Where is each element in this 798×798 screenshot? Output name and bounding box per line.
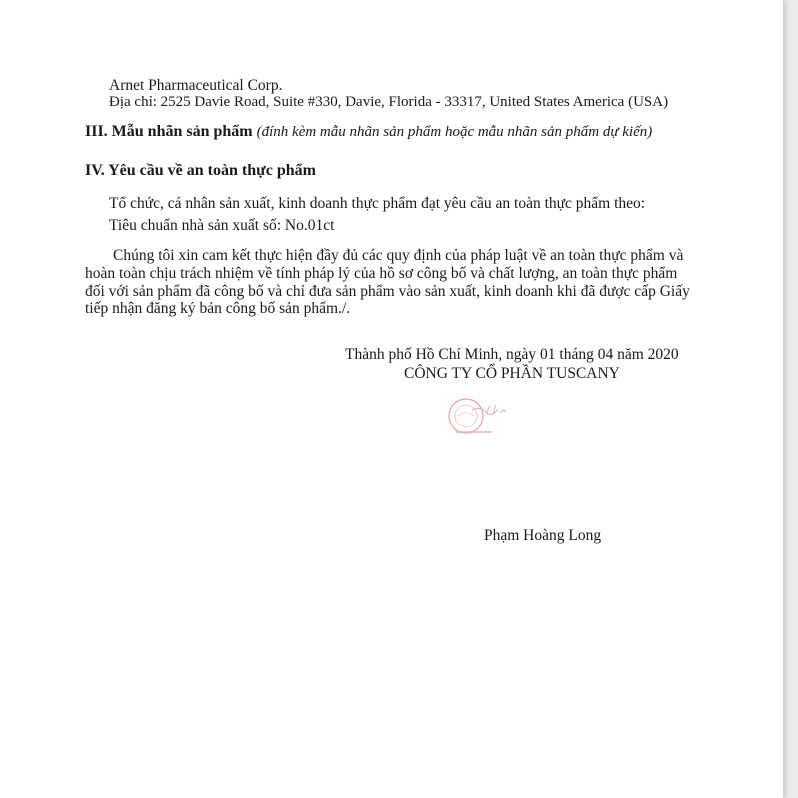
company-name: Arnet Pharmaceutical Corp. [109,77,283,94]
signer-name: Phạm Hoàng Long [484,527,602,544]
section-4-line-2: Tiêu chuẩn nhà sản xuất số: No.01ct [109,217,335,234]
commitment-line-3: đối với sản phẩm đã công bố và chỉ đưa sản phẩm vào sản xuất, kinh doanh khi đã được cấp Giấy [85,283,690,300]
section-4-line-1: Tổ chức, cá nhân sản xuất, kinh doanh thực phẩm đạt yêu cầu an toàn thực phẩm theo: [109,195,646,212]
signature-place-date: Thành phố Hồ Chí Minh, ngày 01 tháng 04 năm 2020 [345,346,679,363]
commitment-line-1: Chúng tôi xin cam kết thực hiện đầy đủ các quy định của pháp luật về an toàn thực phẩm và [113,247,684,264]
commitment-line-2: hoàn toàn chịu trách nhiệm về tính pháp lý của hồ sơ công bố và chất lượng, an toàn thực phẩm [85,265,678,282]
section-4-heading: IV. Yêu cầu về an toàn thực phẩm [85,162,316,179]
signature-company: CÔNG TY CỔ PHẦN TUSCANY [404,365,620,382]
company-address: Địa chỉ: 2525 Davie Road, Suite #330, Davie, Florida - 33317, United States America (USA) [109,94,669,110]
section-3-note: (đính kèm mẫu nhãn sản phẩm hoặc mẫu nhãn sản phẩm dự kiến) [256,124,653,140]
section-3-heading [85,124,652,140]
company-seal-icon [446,396,512,438]
commitment-line-4: tiếp nhận đăng ký bản công bố sản phẩm./. [85,300,351,317]
section-3-title: III. Mẫu nhãn sản phẩm [85,123,253,140]
